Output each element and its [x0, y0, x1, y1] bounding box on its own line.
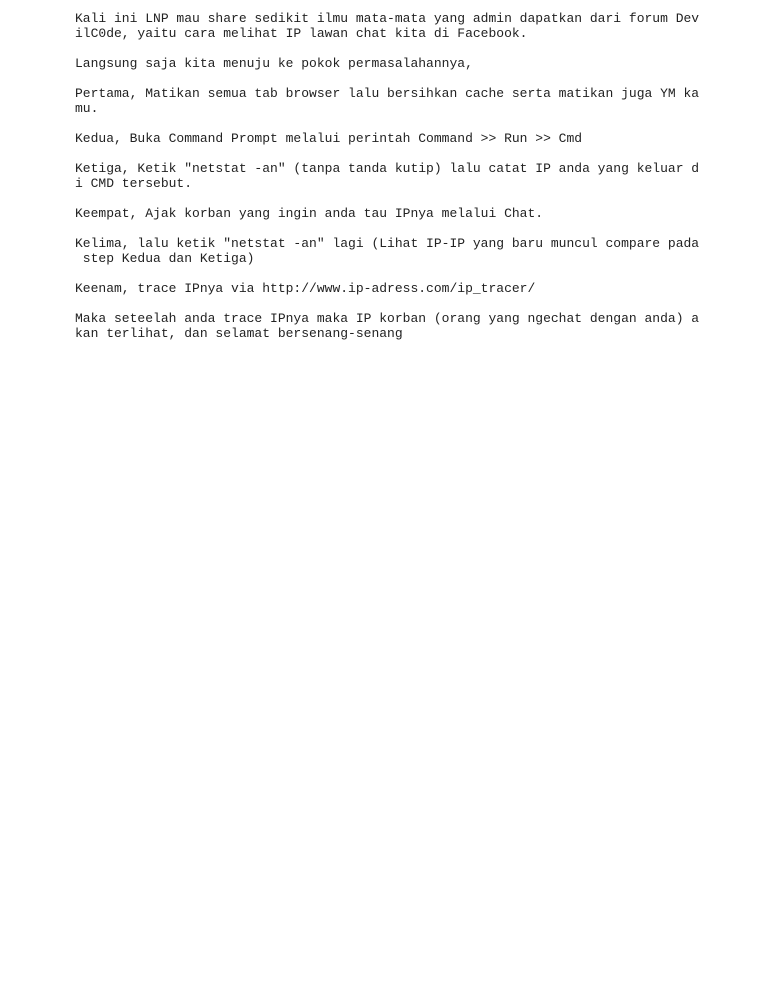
paragraph-step-2	[75, 131, 695, 146]
paragraph-step-5	[75, 236, 700, 266]
text-line: ilC0de, yaitu cara melihat IP lawan chat kita di Facebook.	[75, 26, 528, 41]
text-line: Pertama, Matikan semua tab browser lalu bersihkan cache serta matikan juga YM ka	[75, 86, 700, 101]
text-line: Kali ini LNP mau share sedikit ilmu mata-mata yang admin dapatkan dari forum Dev	[75, 11, 700, 26]
paragraph-step-3	[75, 161, 700, 191]
text-line: kan terlihat, dan selamat bersenang-senang	[75, 326, 403, 341]
text-line: i CMD tersebut.	[75, 176, 193, 191]
paragraph-step-1	[75, 86, 700, 116]
text-line: step Kedua dan Ketiga)	[75, 251, 255, 266]
text-line: Keempat, Ajak korban yang ingin anda tau IPnya melalui Chat.	[75, 206, 544, 221]
text-line: Langsung saja kita menuju ke pokok permasalahannya,	[75, 56, 473, 71]
paragraph-lead-in	[75, 56, 695, 71]
document-body	[75, 11, 700, 356]
paragraph-step-6	[75, 281, 695, 296]
text-line: Ketiga, Ketik "netstat -an" (tanpa tanda kutip) lalu catat IP anda yang keluar d	[75, 161, 700, 176]
paragraph-intro	[75, 11, 700, 41]
text-line: Maka seteelah anda trace IPnya maka IP korban (orang yang ngechat dengan anda) a	[75, 311, 700, 326]
paragraph-step-4	[75, 206, 695, 221]
text-line: mu.	[75, 101, 99, 116]
text-line: Kedua, Buka Command Prompt melalui perintah Command >> Run >> Cmd	[75, 131, 583, 146]
text-line: Kelima, lalu ketik "netstat -an" lagi (Lihat IP-IP yang baru muncul compare pada	[75, 236, 700, 251]
text-line: Keenam, trace IPnya via http://www.ip-adress.com/ip_tracer/	[75, 281, 536, 296]
paragraph-conclusion	[75, 311, 700, 341]
